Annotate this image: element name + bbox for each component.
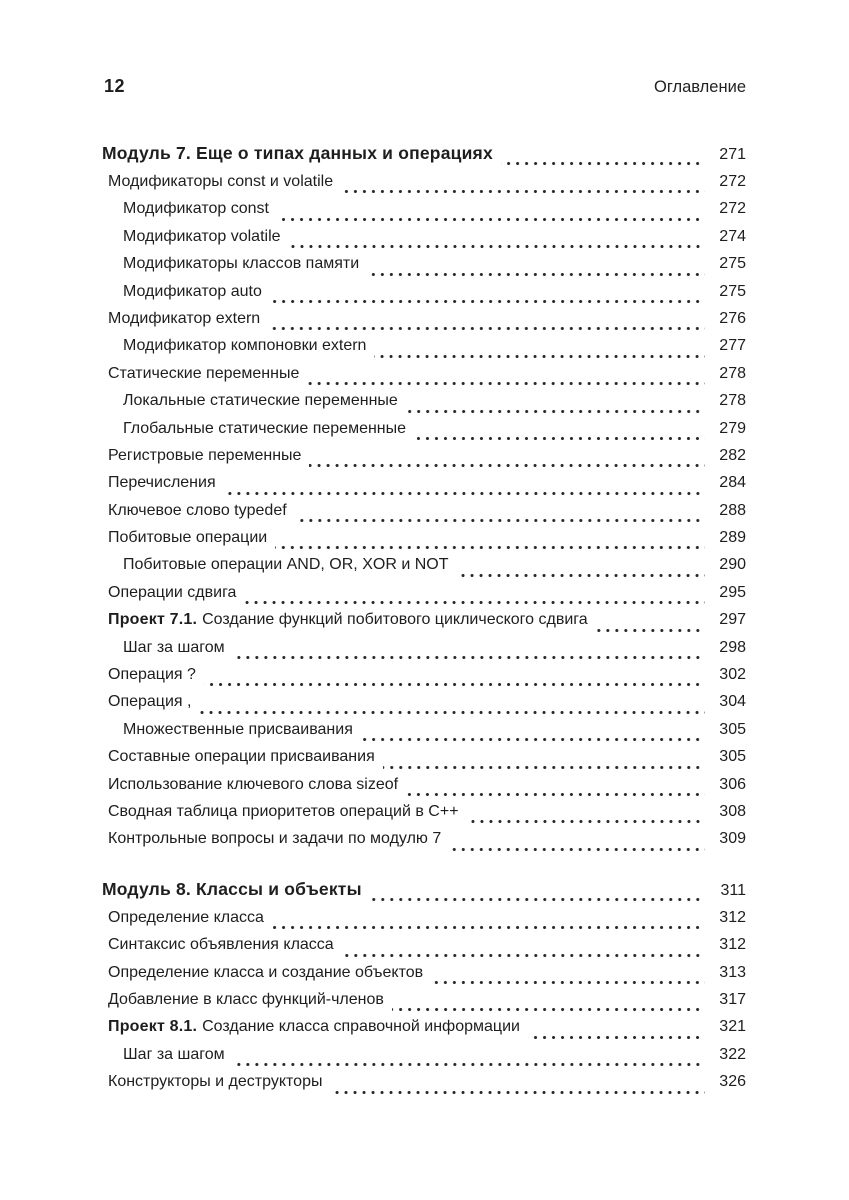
toc-heading-page: 311 [720,881,746,899]
toc-entry-text: Контрольные вопросы и задачи по модулю 7 [108,830,442,848]
toc-entry-text: Модификатор const [123,200,269,218]
toc-entry-text: Операции сдвига [108,583,237,601]
running-title: Оглавление [654,78,746,96]
dot-leader [467,803,705,830]
toc-entry-title [108,936,334,954]
dot-leader [341,173,705,200]
dot-leader [406,776,705,803]
toc-entry [102,365,746,392]
toc-entry [102,200,746,227]
dot-leader [431,964,705,991]
dot-leader [501,143,705,173]
dot-leader [268,310,705,337]
toc-entry-page: 306 [719,775,746,793]
toc-entry-page: 274 [719,227,746,245]
toc-entry-prefix: Проект 8.1. [108,1018,198,1036]
toc-entry [102,420,746,447]
toc-entry-title [108,991,384,1009]
toc-entry-title [108,529,267,547]
toc-entry-title [108,474,216,492]
toc-entry-title [108,830,441,848]
toc-entry-page: 278 [719,392,746,410]
dot-leader [233,639,705,666]
toc-entry-text: Операция , [108,693,192,711]
toc-entry-page: 312 [719,936,746,954]
toc-entry [102,337,746,364]
dot-leader [361,721,705,748]
toc-entry-page: 275 [719,255,746,273]
toc-entry-page: 297 [719,611,746,629]
dot-leader [244,584,705,611]
toc-entry [102,310,746,337]
dot-leader [383,748,705,775]
toc-entry-text: Добавление в класс функций-членов [108,990,384,1008]
toc-entry-prefix: Проект 7.1. [108,611,198,629]
toc-entry-text: Конструкторы и деструкторы [108,1073,323,1091]
toc-entry [102,991,746,1018]
toc-entry [102,529,746,556]
toc-entry-page: 322 [719,1045,746,1063]
toc-entry-text: Создание класса справочной информации [202,1018,520,1036]
toc-entry-text: Модификатор volatile [123,227,281,245]
dot-leader [277,200,705,227]
toc-entry [102,611,746,638]
toc-entry-title [123,255,359,273]
dot-leader [528,1018,705,1045]
dot-leader [204,666,705,693]
toc-entry-title [123,420,406,438]
toc-entry-title [108,1073,322,1091]
toc-entry-title [108,666,196,684]
toc-entry-page: 308 [719,802,746,820]
toc-entry-text: Синтаксис объявления класса [108,936,334,954]
toc-entry-text: Перечисления [108,474,216,492]
toc-entry-title [123,337,366,355]
toc-entry [102,228,746,255]
toc-entry-title [123,200,269,218]
dot-leader [414,420,705,447]
toc-entry-page: 304 [719,693,746,711]
toc-entry-page: 295 [719,583,746,601]
dot-leader [330,1073,705,1100]
toc-entry-page: 298 [719,638,746,656]
table-of-contents [102,143,746,1101]
toc-entry-text: Модификаторы const и volatile [108,173,334,190]
toc-entry-text: Модификатор компоновки extern [123,337,367,355]
toc-entry [102,556,746,583]
toc-entry-page: 279 [719,419,746,437]
dot-leader [295,502,705,529]
dot-leader [272,909,705,936]
dot-leader [275,529,705,556]
toc-entry-title [123,283,262,301]
toc-entry [102,392,746,419]
toc-entry-page: 284 [719,474,746,492]
dot-leader [270,283,705,310]
toc-entry-page: 288 [719,501,746,519]
toc-entry-text: Побитовые операции [108,529,268,547]
toc-entry-title [108,365,299,383]
toc-entry-title [123,228,281,246]
toc-entry-text: Определение класса [108,908,264,926]
toc-entry-text: Создание функций побитового циклического сдвига [202,611,588,629]
dot-leader [367,255,705,282]
dot-leader [370,879,705,909]
toc-entry [102,1018,746,1045]
toc-entry [102,639,746,666]
toc-entry-text: Составные операции присваивания [108,748,375,766]
toc-entry-page: 313 [719,963,746,981]
toc-entry-page: 326 [719,1073,746,1091]
toc-entry-title [108,173,333,191]
toc-section [102,879,746,1101]
dot-leader [596,611,705,638]
toc-entry-text: Локальные статические переменные [123,392,398,410]
dot-leader [342,936,705,963]
toc-entry [102,502,746,529]
dot-leader [307,365,705,392]
toc-entry-title [108,584,236,602]
toc-entry [102,1046,746,1073]
toc-entry-title [108,310,260,328]
toc-entry-title [108,909,264,927]
toc-heading-page: 271 [719,146,746,163]
toc-entry-text: Определение класса и создание объектов [108,963,424,981]
dot-leader [406,392,705,419]
toc-entry [102,1073,746,1100]
toc-entry [102,173,746,200]
toc-entry-text: Множественные присваивания [123,720,353,738]
dot-leader [456,556,705,583]
toc-heading-label: Модуль 8. Классы и объекты [102,878,362,899]
toc-entry-title [108,964,423,982]
dot-leader [233,1046,705,1073]
toc-entry [102,255,746,282]
toc-entry-page: 282 [719,446,746,464]
toc-entry [102,693,746,720]
toc-entry-title [123,639,225,657]
dot-leader [309,447,705,474]
toc-entry-text: Модификатор extern [108,309,261,327]
toc-entry-title [108,776,398,794]
dot-leader [392,991,705,1018]
toc-entry-title [123,392,398,410]
toc-entry-text: Регистровые переменные [108,446,302,464]
toc-entry-title [108,447,301,465]
toc-entry-text: Глобальные статические переменные [123,419,407,437]
toc-entry [102,748,746,775]
toc-entry-page: 312 [719,908,746,926]
toc-entry-page: 289 [719,529,746,547]
toc-entry [102,964,746,991]
toc-entry-text: Шаг за шагом [123,1045,225,1063]
toc-entry-page: 290 [719,556,746,574]
toc-entry-page: 277 [719,337,746,355]
toc-section-heading [102,879,746,909]
toc-entry-page: 275 [719,282,746,300]
toc-entry-page: 305 [719,748,746,766]
toc-entry-text: Ключевое слово typedef [108,501,287,519]
toc-entry-title [108,803,459,821]
toc-entry-text: Побитовые операции AND, OR, XOR и NOT [123,556,449,574]
toc-entry [102,936,746,963]
toc-entry-title [123,721,353,739]
toc-entry-title [108,748,375,766]
toc-entry [102,830,746,857]
toc-entry-page: 321 [719,1018,746,1036]
dot-leader [289,228,705,255]
toc-section [102,143,746,858]
dot-leader [224,474,705,501]
toc-entry [102,474,746,501]
dot-leader [199,693,705,720]
toc-entry-page: 276 [719,309,746,327]
toc-entry-page: 305 [719,720,746,738]
toc-entry-text: Модификатор auto [123,282,262,300]
toc-entry-page: 272 [719,173,746,190]
toc-entry-title [108,693,191,711]
toc-entry [102,803,746,830]
toc-heading-label: Модуль 7. Еще о типах данных и операциях [102,143,493,163]
toc-entry [102,909,746,936]
toc-entry-page: 302 [719,666,746,684]
toc-entry [102,584,746,611]
toc-entry-title [108,611,588,629]
toc-entry-page: 272 [719,200,746,218]
page-number: 12 [104,76,126,96]
toc-entry-text: Сводная таблица приоритетов операций в C++ [108,802,459,820]
toc-entry-page: 278 [719,364,746,382]
toc-section-heading [102,143,746,173]
toc-entry-text: Модификаторы классов памяти [123,255,360,273]
toc-entry-title [123,1046,225,1064]
toc-entry-page: 317 [719,990,746,1008]
toc-entry-text: Шаг за шагом [123,638,225,656]
dot-leader [449,830,705,857]
toc-entry-text: Статические переменные [108,364,300,382]
dot-leader [374,337,705,364]
toc-entry-title [123,556,448,574]
toc-entry [102,776,746,803]
toc-entry-page: 309 [719,830,746,848]
toc-entry-text: Операция ? [108,666,196,684]
toc-entry-title [108,1018,520,1036]
toc-entry [102,447,746,474]
toc-entry-title [108,502,287,520]
toc-entry [102,721,746,748]
toc-entry-text: Использование ключевого слова sizeof [108,775,399,793]
running-head [104,76,746,97]
toc-entry [102,283,746,310]
toc-entry [102,666,746,693]
